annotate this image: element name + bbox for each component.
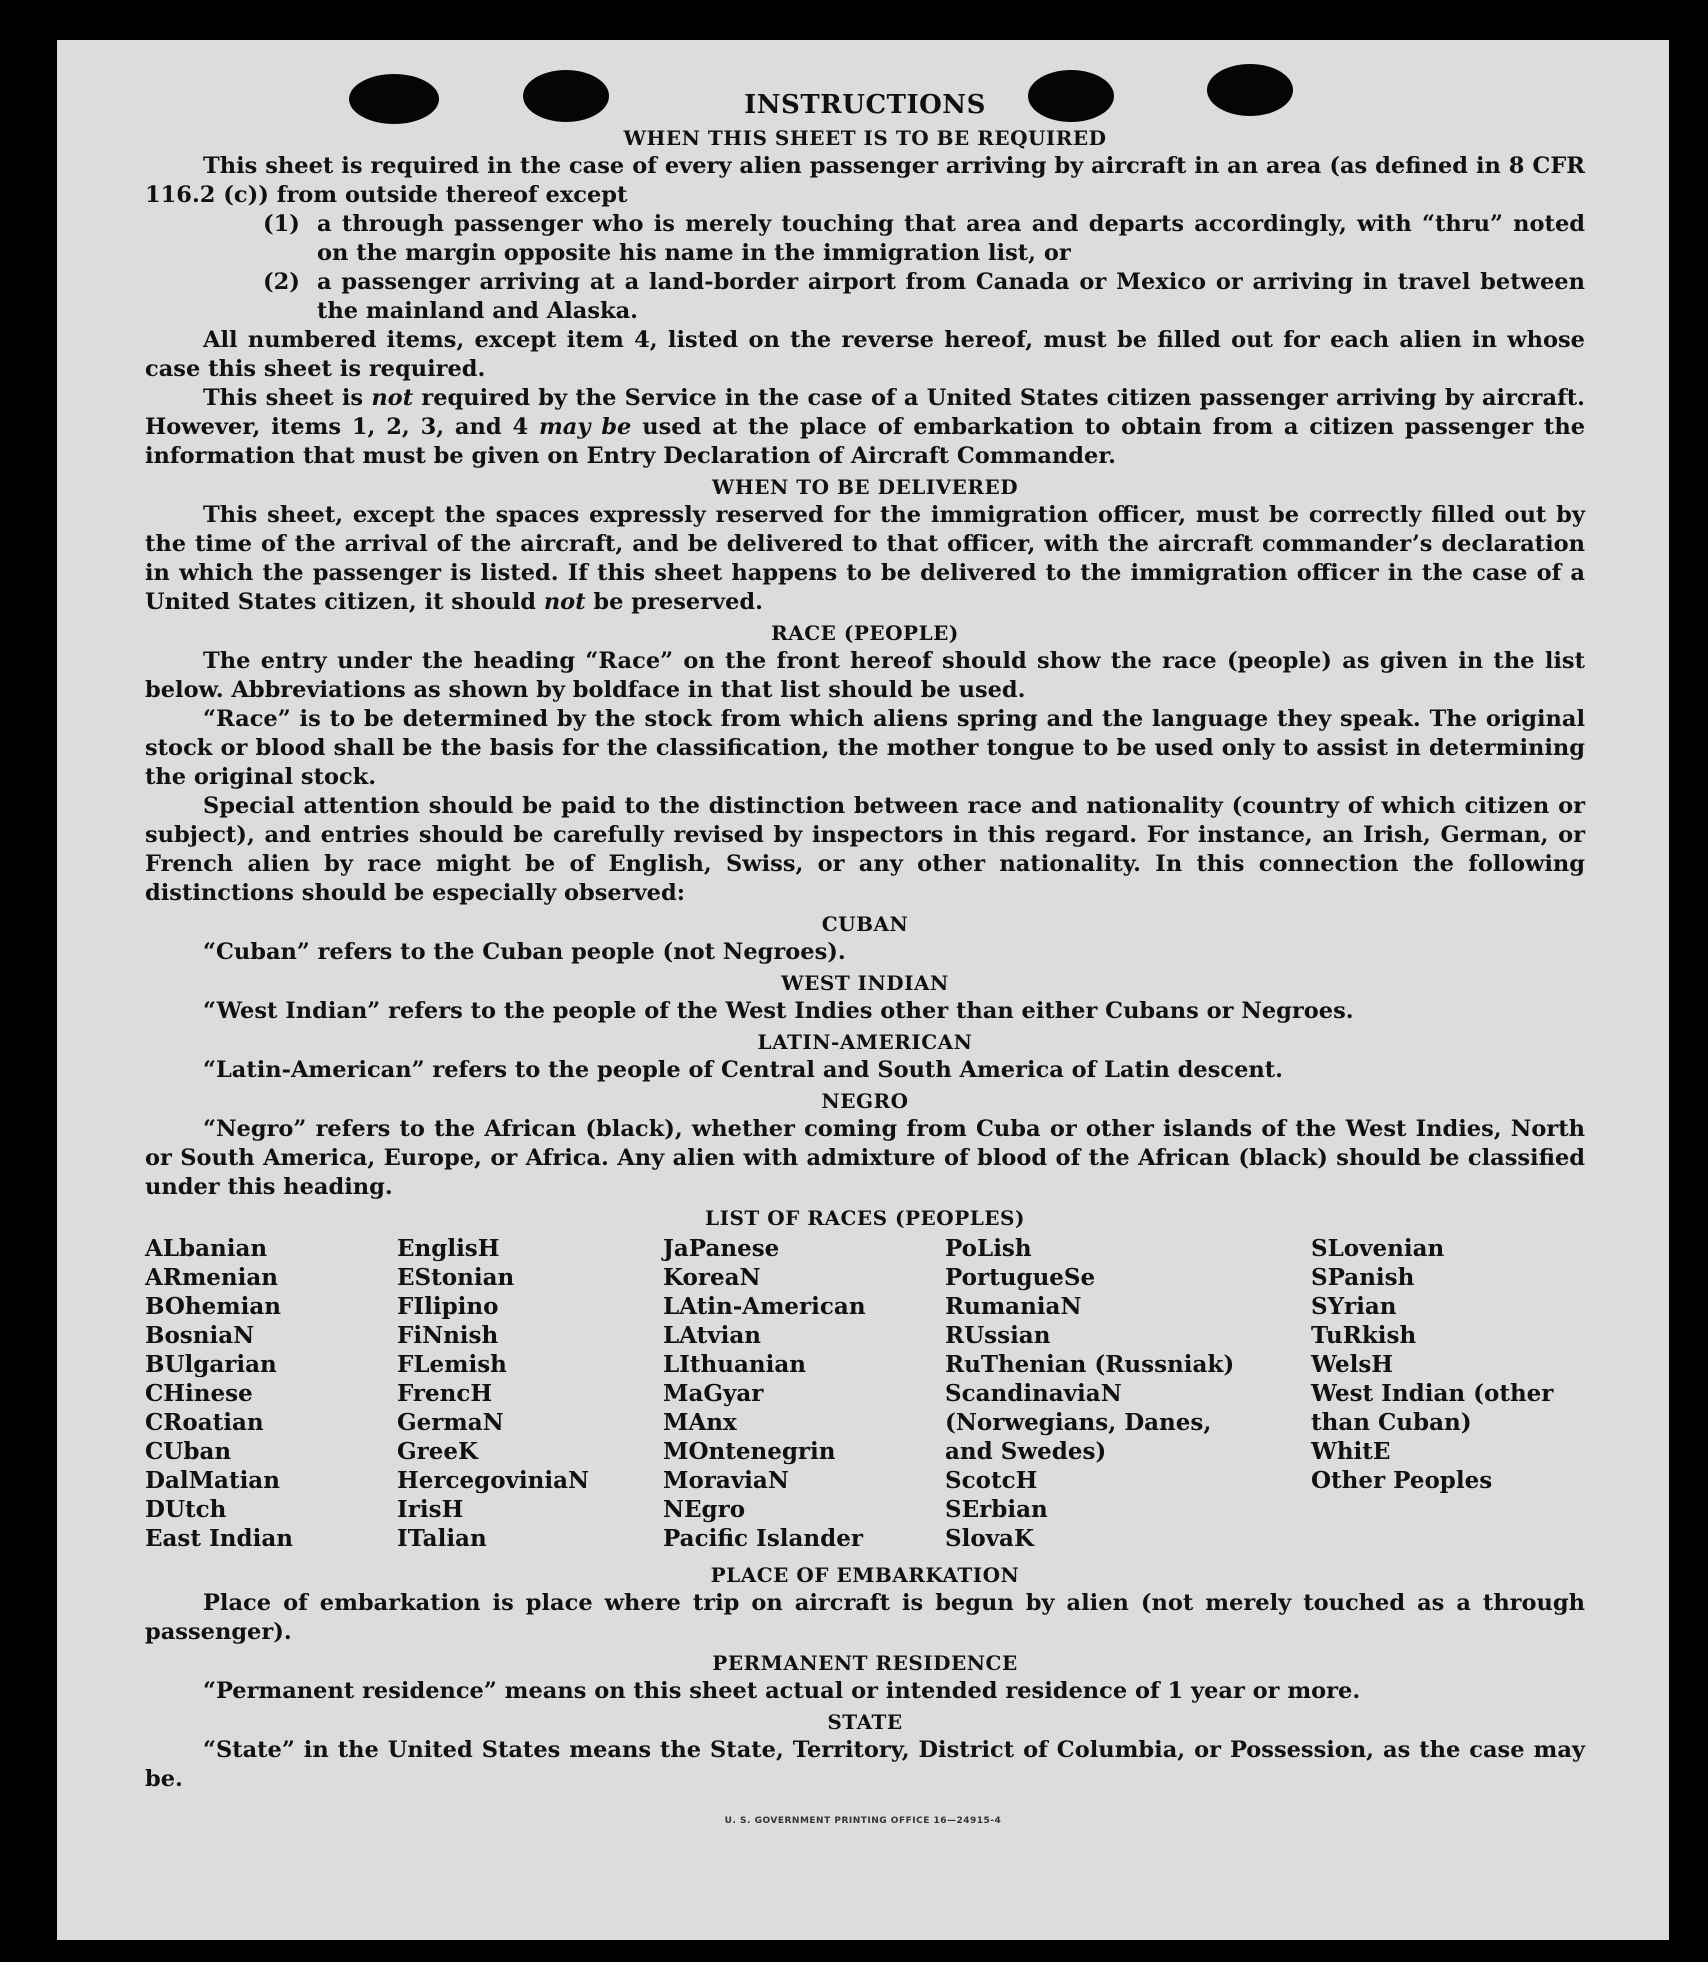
paragraph: This sheet is required in the case of every alien passenger arriving by aircraft in an area (as defined in 8 CFR 116.2 (c)) from outside thereof except [145, 153, 1585, 208]
paragraph: Special attention should be paid to the distinction between race and nationality (country of which citizen or subject), and entries should be carefully revised by inspectors in this regard. For instance, an Irish, German, or French alien by race might be of English, Swiss, or any other nationality. In this connection the following distinctions should be especially observed: [145, 793, 1585, 906]
race-entry: CRoatian [145, 1409, 264, 1436]
race-entry: EStonian [397, 1264, 515, 1291]
race-entry: ScotcH [945, 1467, 1038, 1494]
race-entry: ALbanian [145, 1235, 268, 1262]
race-entry: SYrian [1311, 1293, 1397, 1320]
paragraph: “Negro” refers to the African (black), whether coming from Cuba or other islands of the West Indies, North or South America, Europe, or Africa. Any alien with admixture of blood of the African (black) should be classified under this heading. [145, 1116, 1585, 1200]
race-entry: GreeK [397, 1438, 479, 1465]
page-title: INSTRUCTIONS [744, 90, 986, 120]
section-heading-residence: PERMANENT RESIDENCE [712, 1651, 1018, 1675]
race-entry: RuThenian (Russniak) [945, 1351, 1235, 1378]
race-entry: GermaN [397, 1409, 504, 1436]
race-column [663, 1234, 945, 1553]
race-entry: East Indian [145, 1525, 293, 1552]
race-entry: MoraviaN [663, 1467, 789, 1494]
race-entry: SLovenian [1311, 1235, 1445, 1262]
race-entry: West Indian (other than Cuban) [1311, 1380, 1554, 1436]
race-entry: ARmenian [145, 1264, 279, 1291]
race-entry: CHinese [145, 1380, 253, 1407]
race-entry: Pacific Islander [663, 1525, 863, 1552]
race-entry: SErbian [945, 1496, 1048, 1523]
race-entry: RUssian [945, 1322, 1051, 1349]
exception-text: a through passenger who is merely touching that area and departs accordingly, with “thru” noted on the margin opposite his name in the immigration list, or [317, 211, 1585, 266]
paragraph: “Latin-American” refers to the people of Central and South America of Latin descent. [203, 1057, 1283, 1083]
section-heading-latin-american: LATIN-AMERICAN [757, 1030, 973, 1054]
exception-number: (2) [263, 269, 300, 295]
race-entry: Other Peoples [1311, 1467, 1493, 1494]
document-sheet [57, 40, 1669, 1940]
paragraph: All numbered items, except item 4, listed on the reverse hereof, must be filled out for each alien in whose case this sheet is required. [145, 327, 1585, 382]
race-entry: WelsH [1311, 1351, 1394, 1378]
paragraph: “State” in the United States means the State, Territory, District of Columbia, or Possession, as the case may be. [145, 1737, 1585, 1792]
race-entry: RumaniaN [945, 1293, 1082, 1320]
race-entry: FIlipino [397, 1293, 499, 1320]
race-entry: HercegoviniaN [397, 1467, 590, 1494]
race-entry: MaGyar [663, 1380, 764, 1407]
race-entry: EnglisH [397, 1235, 500, 1262]
section-heading-negro: NEGRO [821, 1089, 909, 1113]
race-column [1311, 1234, 1573, 1553]
paragraph: The entry under the heading “Race” on the front hereof should show the race (people) as given in the list below. Abbreviations as shown by boldface in that list should be used. [145, 648, 1585, 703]
race-entry: SPanish [1311, 1264, 1415, 1291]
section-heading-west-indian: WEST INDIAN [781, 971, 949, 995]
race-entry: PortugueSe [945, 1264, 1096, 1291]
race-entry: TuRkish [1311, 1322, 1417, 1349]
section-heading-race: RACE (PEOPLE) [771, 621, 959, 645]
section-heading-cuban: CUBAN [821, 912, 909, 936]
race-list [145, 1234, 1585, 1553]
race-entry: LAtin-American [663, 1293, 866, 1320]
race-entry: PoLish [945, 1235, 1032, 1262]
race-entry: FLemish [397, 1351, 507, 1378]
exception-item [145, 268, 1585, 326]
race-entry: CUban [145, 1438, 232, 1465]
instructions-content [145, 88, 1585, 1794]
race-column [397, 1234, 663, 1553]
race-entry: ScandinaviaN (Norwegians, Danes, and Swedes) [945, 1380, 1212, 1465]
race-entry: DalMatian [145, 1467, 280, 1494]
race-entry: LIthuanian [663, 1351, 806, 1378]
exception-number: (1) [263, 211, 300, 237]
race-entry: JaPanese [663, 1235, 780, 1262]
exception-text: a passenger arriving at a land-border airport from Canada or Mexico or arriving in travel between the mainland and Alaska. [317, 269, 1585, 324]
race-column [145, 1234, 397, 1553]
race-entry: BOhemian [145, 1293, 281, 1320]
section-heading-list-of-races: LIST OF RACES (PEOPLES) [705, 1206, 1025, 1230]
race-entry: IrisH [397, 1496, 464, 1523]
paragraph: Place of embarkation is place where trip on aircraft is begun by alien (not merely touched as a through passenger). [145, 1590, 1585, 1645]
section-heading-when-required: WHEN THIS SHEET IS TO BE REQUIRED [623, 126, 1107, 150]
section-heading-embarkation: PLACE OF EMBARKATION [710, 1563, 1020, 1587]
race-entry: MOntenegrin [663, 1438, 836, 1465]
race-entry: WhitE [1311, 1438, 1391, 1465]
race-entry: ITalian [397, 1525, 487, 1552]
race-entry: BUlgarian [145, 1351, 277, 1378]
race-entry: DUtch [145, 1496, 227, 1523]
exception-item [145, 210, 1585, 268]
race-entry: MAnx [663, 1409, 737, 1436]
race-entry: FiNnish [397, 1322, 499, 1349]
section-heading-state: STATE [827, 1710, 903, 1734]
race-entry: FrencH [397, 1380, 493, 1407]
race-entry: KoreaN [663, 1264, 761, 1291]
paragraph: This sheet, except the spaces expressly reserved for the immigration officer, must be correctly filled out by the time of the arrival of the aircraft, and be delivered to that officer, with the aircraft commander’s declaration in which the passenger is listed. If this sheet happens to be delivered to the immigration officer in the case of a United States citizen, it should not be preserved. [145, 502, 1585, 615]
race-entry: SlovaK [945, 1525, 1034, 1552]
race-column [945, 1234, 1311, 1553]
paragraph: This sheet is not required by the Service in the case of a United States citizen passenger arriving by aircraft. However, items 1, 2, 3, and 4 may be used at the place of embarkation to obtain from a citizen passenger the information that must be given on Entry Declaration of Aircraft Commander. [145, 385, 1586, 469]
paragraph: “West Indian” refers to the people of the West Indies other than either Cubans or Negroes. [203, 998, 1354, 1024]
paragraph: “Cuban” refers to the Cuban people (not Negroes). [203, 939, 846, 965]
paragraph: “Permanent residence” means on this sheet actual or intended residence of 1 year or more. [203, 1678, 1361, 1704]
race-entry: BosniaN [145, 1322, 255, 1349]
race-entry: LAtvian [663, 1322, 761, 1349]
paragraph: “Race” is to be determined by the stock from which aliens spring and the language they speak. The original stock or blood shall be the basis for the classification, the mother tongue to be used only to assist in determining the original stock. [145, 706, 1585, 790]
printer-imprint: U. S. GOVERNMENT PRINTING OFFICE 16—24915-4 [724, 1816, 1002, 1826]
race-entry: NEgro [663, 1496, 746, 1523]
section-heading-when-delivered: WHEN TO BE DELIVERED [711, 475, 1019, 499]
